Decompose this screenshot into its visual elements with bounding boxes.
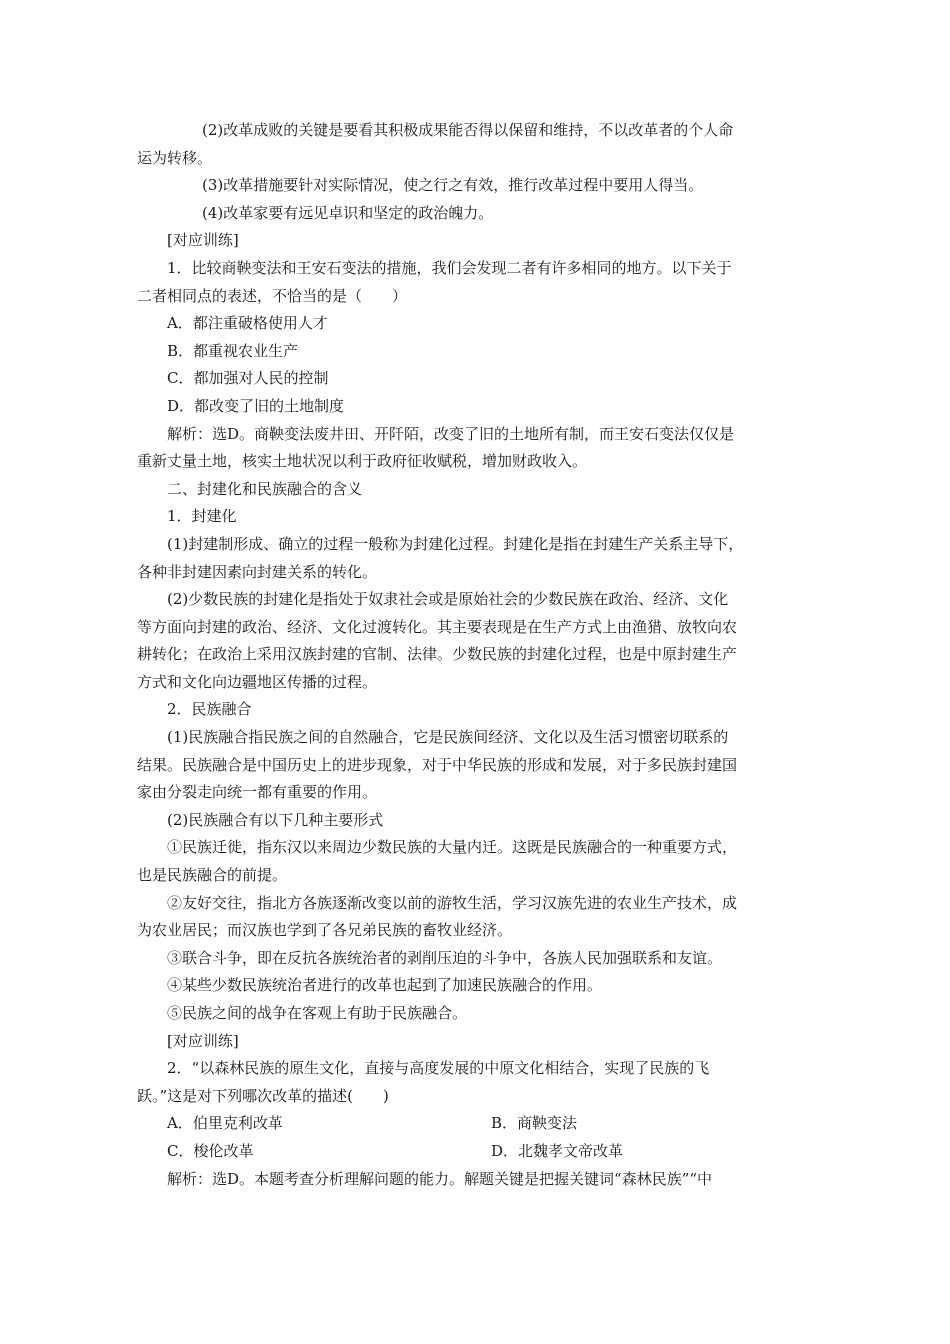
- paragraph-line: 家由分裂走向统一都有重要的作用。: [137, 783, 378, 802]
- option-row: [137, 1138, 815, 1166]
- option-a: A．伯里克利改革: [167, 1114, 283, 1133]
- option-c: C．梭伦改革: [167, 1141, 254, 1160]
- answer-line: 重新丈量土地，核实土地状况以利于政府征收赋税，增加财政收入。: [137, 452, 588, 471]
- paragraph-line: ①民族迁徙，指东汉以来周边少数民族的大量内迁。这既是民族融合的一种重要方式，: [167, 838, 738, 857]
- section-heading: 二、封建化和民族融合的含义: [167, 479, 363, 498]
- section-label: [对应训练]: [167, 231, 239, 250]
- paragraph-line: (2)改革成败的关键是要看其积极成果能否得以保留和维持，不以改革者的个人命: [202, 121, 734, 139]
- option-line: C．都加强对人民的控制: [167, 369, 329, 388]
- option-line: A．都注重破格使用人才: [167, 314, 328, 333]
- option-row: [137, 1110, 815, 1138]
- paragraph-line: 也是民族融合的前提。: [137, 866, 288, 885]
- paragraph-line: ⑤民族之间的战争在客观上有助于民族融合。: [167, 1004, 468, 1022]
- document-body: [137, 117, 815, 1193]
- option-line: D．都改变了旧的土地制度: [167, 396, 345, 415]
- paragraph-line: ③联合斗争，即在反抗各族统治者的剥削压迫的斗争中，各族人民加强联系和友谊。: [167, 948, 723, 967]
- paragraph-line: 结果。民族融合是中国历史上的进步现象，对于中华民族的形成和发展，对于多民族封建国: [137, 755, 738, 774]
- paragraph-line: (4)改革家要有远见卓识和坚定的政治魄力。: [202, 203, 494, 222]
- paragraph-line: 方式和文化向边疆地区传播的过程。: [137, 672, 378, 691]
- paragraph-line: ②友好交往，指北方各族逐渐改变以前的游牧生活，学习汉族先进的农业生产技术，成: [167, 893, 738, 912]
- question-line: 2．“以森林民族的原生文化，直接与高度发展的中原文化相结合，实现了民族的飞: [167, 1059, 710, 1078]
- section-label: [对应训练]: [167, 1031, 239, 1050]
- question-line: 跃。”这是对下列哪次改革的描述( ): [137, 1086, 389, 1105]
- paragraph-line: (1)民族融合指民族之间的自然融合，它是民族间经济、文化以及生活习惯密切联系的: [167, 728, 729, 747]
- subheading: 1．封建化: [167, 507, 237, 526]
- question-line: 二者相同点的表述，不恰当的是（ ）: [137, 286, 408, 305]
- paragraph-line: (3)改革措施要针对实际情况，使之行之有效，推行改革过程中要用人得当。: [202, 176, 704, 195]
- answer-line: 解析：选D。商鞅变法废井田、开阡陌，改变了旧的土地所有制，而王安石变法仅仅是: [167, 424, 735, 443]
- paragraph-line: 为农业居民；而汉族也学到了各兄弟民族的畜牧业经济。: [137, 921, 513, 940]
- answer-line: 解析：选D。本题考查分析理解问题的能力。解题关键是把握关键词“森林民族”“中: [167, 1169, 713, 1188]
- subheading: 2．民族融合: [167, 700, 252, 719]
- paragraph-line: (2)民族融合有以下几种主要形式: [167, 810, 384, 829]
- paragraph-line: 等方面向封建的政治、经济、文化过渡转化。其主要表现是在生产方式上由渔猎、放牧向农: [137, 617, 738, 636]
- paragraph-line: (1)封建制形成、确立的过程一般称为封建化过程。封建化是指在封建生产关系主导下，: [167, 534, 744, 553]
- option-d: D．北魏孝文帝改革: [491, 1141, 624, 1160]
- paragraph-line: (2)少数民族的封建化是指处于奴隶社会或是原始社会的少数民族在政治、经济、文化: [167, 590, 729, 609]
- paragraph-line: 耕转化；在政治上采用汉族封建的官制、法律。少数民族的封建化过程，也是中原封建生产: [137, 645, 738, 664]
- paragraph-line: 各种非封建因素向封建关系的转化。: [137, 562, 378, 581]
- paragraph-line: ④某些少数民族统治者进行的改革也起到了加速民族融合的作用。: [167, 976, 603, 995]
- option-line: B．都重视农业生产: [167, 341, 299, 360]
- paragraph-line: 运为转移。: [137, 148, 213, 167]
- option-b: B．商鞅变法: [491, 1114, 578, 1133]
- question-line: 1．比较商鞅变法和王安石变法的措施，我们会发现二者有许多相同的地方。以下关于: [167, 258, 732, 277]
